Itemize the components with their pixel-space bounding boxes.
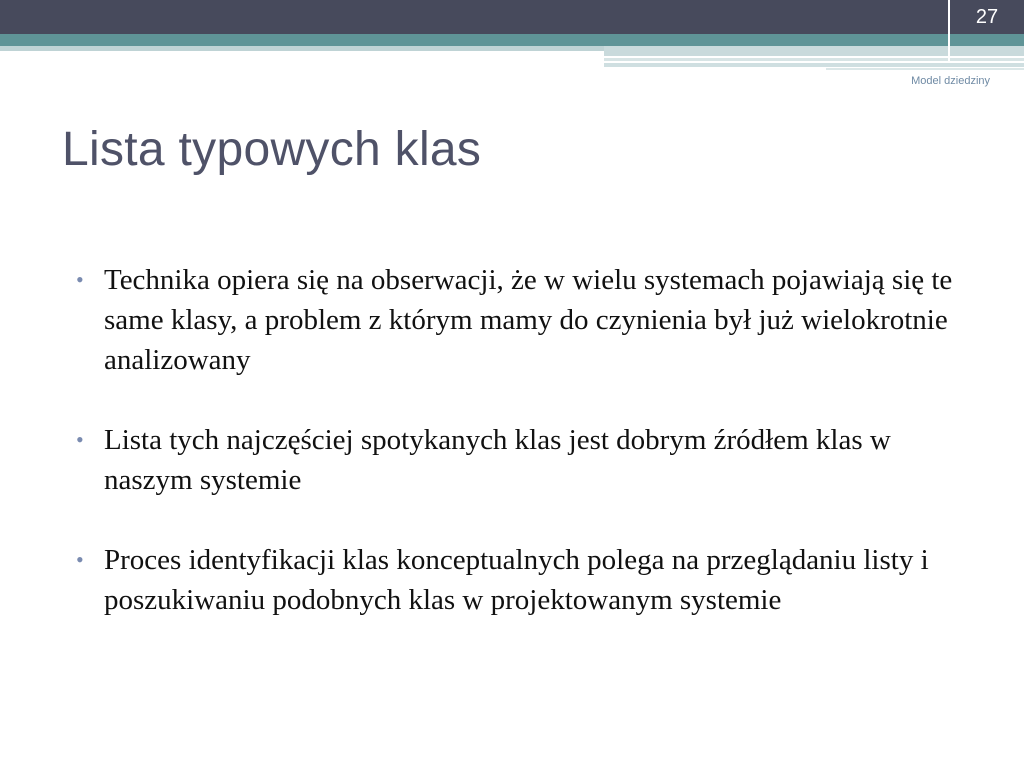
header-thin-stripe [604, 63, 1024, 67]
bullet-text: Technika opiera się na obserwacji, że w wielu systemach pojawiają się te same klasy, a problem z którym mamy do czynienia był już wielokrotnie analizowany [104, 264, 953, 376]
slide-number: 27 [975, 6, 999, 28]
bullet-item [74, 260, 974, 380]
bullet-text: Proces identyfikacji klas konceptualnych polega na przeglądaniu listy i poszukiwaniu podobnych klas w projektowanym systemie [104, 544, 929, 616]
bullet-marker: • [76, 427, 84, 452]
header-accent-stripe [0, 34, 1024, 46]
bullet-list [74, 260, 974, 660]
bullet-item [74, 420, 974, 500]
bullet-marker: • [76, 267, 84, 292]
header-light-stripe-right [604, 46, 1024, 56]
bullet-item [74, 540, 974, 620]
bullet-marker: • [76, 547, 84, 572]
header-thin-stripe [826, 68, 1024, 70]
bullet-text: Lista tych najczęściej spotykanych klas jest dobrym źródłem klas w naszym systemie [104, 424, 891, 496]
slide-title: Lista typowych klas [62, 123, 482, 176]
section-label: Model dziedziny [911, 75, 990, 87]
header-light-stripe [0, 46, 604, 51]
header-band [0, 0, 1024, 34]
header-thin-stripe [604, 58, 1024, 61]
